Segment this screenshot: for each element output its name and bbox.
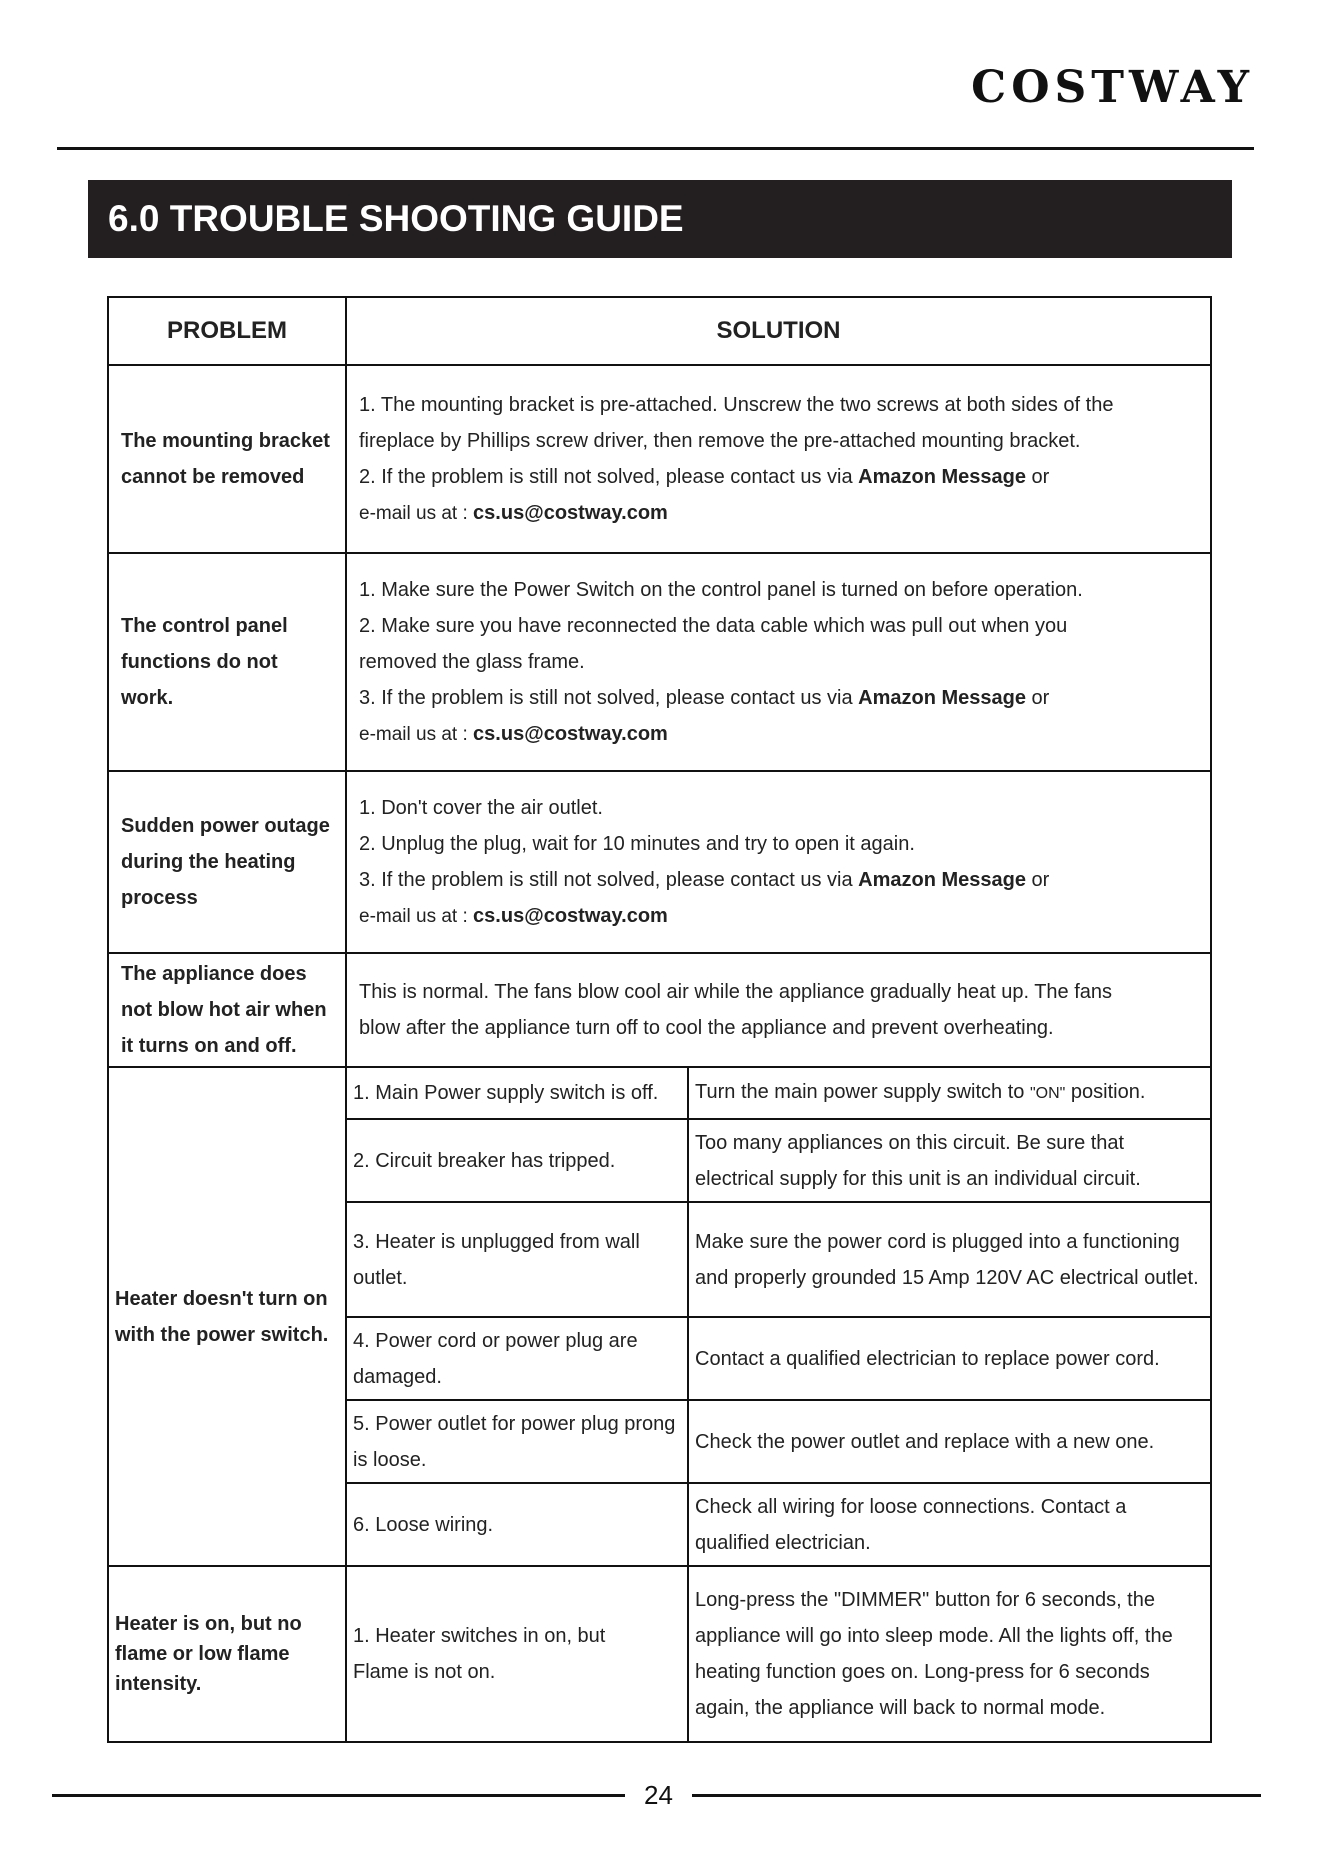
problem-cell xyxy=(108,365,346,553)
fix-cell: Make sure the power cord is plugged into a functioning and properly grounded 15 Amp 120V AC electrical outlet. xyxy=(688,1202,1211,1317)
problem-text: Heater is on, but no xyxy=(115,1613,302,1635)
cause-cell: 4. Power cord or power plug are damaged. xyxy=(346,1317,688,1400)
email-line: e-mail us at : cs.us@costway.com xyxy=(359,501,668,524)
email-line: e-mail us at : cs.us@costway.com xyxy=(359,722,668,745)
problem-cell xyxy=(108,1566,346,1742)
amazon-message-label: Amazon Message xyxy=(858,868,1026,891)
cause-cell: 1. Heater switches in on, but Flame is not on. xyxy=(346,1566,688,1742)
problem-text: cannot be removed xyxy=(121,466,305,488)
problem-text: Sudden power outage xyxy=(121,815,330,837)
solution-line: fireplace by Phillips screw driver, then remove the pre-attached mounting bracket. xyxy=(359,429,1081,452)
header-rule xyxy=(57,147,1254,150)
problem-text: functions do not xyxy=(121,651,278,673)
problem-text: The appliance does xyxy=(121,963,307,985)
problem-cell xyxy=(108,1067,346,1566)
problem-cell xyxy=(108,953,346,1067)
table-row xyxy=(108,553,1211,771)
problem-text: The control panel xyxy=(121,615,288,637)
contact-line: 2. If the problem is still not solved, please contact us via Amazon Message or xyxy=(359,465,1050,488)
footer-rule-right xyxy=(692,1794,1261,1797)
table-header-row xyxy=(108,297,1211,365)
solution-line: 1. The mounting bracket is pre-attached. Unscrew the two screws at both sides of the xyxy=(359,393,1114,416)
solution-line: 1. Don't cover the air outlet. xyxy=(359,796,603,819)
problem-text: The mounting bracket xyxy=(121,430,330,452)
amazon-message-label: Amazon Message xyxy=(858,465,1026,488)
problem-text: process xyxy=(121,887,198,909)
contact-line: 3. If the problem is still not solved, please contact us via Amazon Message or xyxy=(359,686,1050,709)
solution-cell xyxy=(346,553,1211,771)
fix-cell: Turn the main power supply switch to "ON" position. xyxy=(688,1067,1211,1119)
cause-cell: 2. Circuit breaker has tripped. xyxy=(346,1119,688,1202)
problem-text: intensity. xyxy=(115,1673,202,1695)
solution-line: 2. Make sure you have reconnected the data cable which was pull out when you xyxy=(359,614,1068,637)
cause-cell: 3. Heater is unplugged from wall outlet. xyxy=(346,1202,688,1317)
footer-rule-left xyxy=(52,1794,625,1797)
fix-cell: Contact a qualified electrician to replace power cord. xyxy=(688,1317,1211,1400)
solution-line: 1. Make sure the Power Switch on the control panel is turned on before operation. xyxy=(359,578,1083,601)
troubleshooting-table xyxy=(107,296,1212,1743)
problem-header: PROBLEM xyxy=(108,297,346,365)
solution-line: This is normal. The fans blow cool air while the appliance gradually heat up. The fans xyxy=(359,981,1113,1003)
solution-line: blow after the appliance turn off to cool the appliance and prevent overheating. xyxy=(359,1017,1054,1039)
table-row xyxy=(108,953,1211,1067)
email-line: e-mail us at : cs.us@costway.com xyxy=(359,904,668,927)
solution-cell xyxy=(346,953,1211,1067)
support-email[interactable]: cs.us@costway.com xyxy=(473,722,668,745)
problem-text: Heater doesn't turn on xyxy=(115,1287,328,1310)
brand-logo: COSTWAY xyxy=(971,62,1254,113)
cause-cell: 6. Loose wiring. xyxy=(346,1483,688,1566)
support-email[interactable]: cs.us@costway.com xyxy=(473,904,668,927)
table-row xyxy=(108,1566,1211,1742)
problem-text: during the heating xyxy=(121,851,296,873)
table-row xyxy=(108,771,1211,953)
solution-cell xyxy=(346,771,1211,953)
solution-line: removed the glass frame. xyxy=(359,650,585,673)
fix-cell: Check all wiring for loose connections. Contact a qualified electrician. xyxy=(688,1483,1211,1566)
problem-text: flame or low flame xyxy=(115,1643,290,1665)
table-row xyxy=(108,365,1211,553)
problem-text: not blow hot air when xyxy=(121,999,327,1021)
problem-text: it turns on and off. xyxy=(121,1035,297,1057)
page-number: 24 xyxy=(644,1780,673,1810)
contact-line: 3. If the problem is still not solved, please contact us via Amazon Message or xyxy=(359,868,1050,891)
problem-cell xyxy=(108,553,346,771)
problem-text: with the power switch. xyxy=(115,1323,329,1346)
cause-cell: 5. Power outlet for power plug prong is loose. xyxy=(346,1400,688,1483)
fix-cell: Too many appliances on this circuit. Be sure that electrical supply for this unit is an individual circuit. xyxy=(688,1119,1211,1202)
fix-cell: Long-press the "DIMMER" button for 6 seconds, the appliance will go into sleep mode. All the lights off, the heating function goes on. Long-press for 6 seconds again, the appliance will back to normal mode. xyxy=(688,1566,1211,1742)
solution-cell xyxy=(346,365,1211,553)
fix-cell: Check the power outlet and replace with a new one. xyxy=(688,1400,1211,1483)
support-email[interactable]: cs.us@costway.com xyxy=(473,501,668,524)
solution-header: SOLUTION xyxy=(346,297,1211,365)
solution-line: 2. Unplug the plug, wait for 10 minutes and try to open it again. xyxy=(359,832,915,855)
problem-text: work. xyxy=(121,687,174,709)
table-row xyxy=(108,1067,1211,1119)
amazon-message-label: Amazon Message xyxy=(858,686,1026,709)
section-title: 6.0 TROUBLE SHOOTING GUIDE xyxy=(88,180,1232,258)
problem-cell xyxy=(108,771,346,953)
cause-cell: 1. Main Power supply switch is off. xyxy=(346,1067,688,1119)
